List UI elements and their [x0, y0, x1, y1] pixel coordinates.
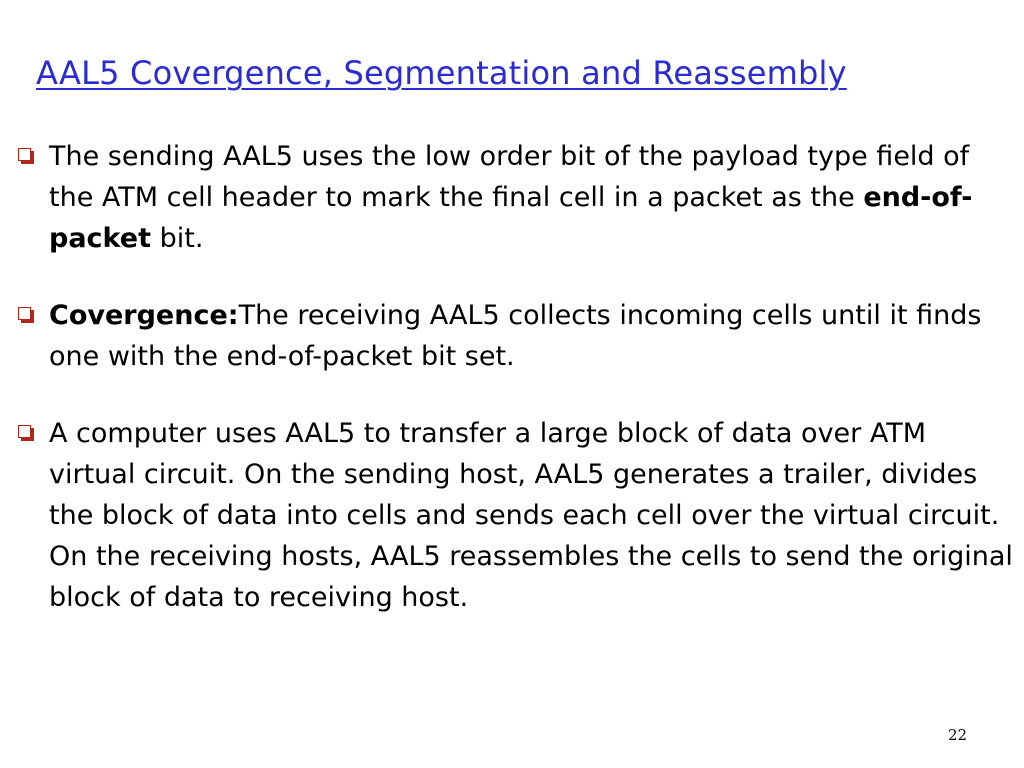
bullet-item-aal5-transfer	[14, 413, 1014, 618]
page-number: 22	[948, 726, 968, 744]
bullet-bold-term: Covergence:	[49, 300, 239, 331]
square-bullet-icon	[18, 425, 31, 438]
bullet-list	[14, 136, 1014, 654]
slide-title: AAL5 Covergence, Segmentation and Reassembly	[36, 54, 847, 92]
square-bullet-icon	[18, 148, 31, 161]
bullet-text: A computer uses AAL5 to transfer a large block of data over ATM virtual circuit. On the sending host, AAL5 generates a trailer, divides the block of data into cells and sends each cell over the virtual circuit. On the receiving hosts, AAL5 reassembles the cells to send the original block of data to receiving host.	[49, 418, 1013, 613]
bullet-text-start: The sending AAL5 uses the low order bit of the payload type field of the ATM cell header to mark the final cell in a packet as the	[49, 141, 970, 213]
bullet-text	[49, 300, 981, 372]
bullet-item-end-of-packet	[14, 136, 1014, 259]
bullet-bold-term: end-of-packet	[49, 182, 973, 254]
bullet-text	[49, 141, 972, 254]
bullet-item-convergence	[14, 295, 1014, 377]
square-bullet-icon	[18, 307, 31, 320]
bullet-text-end: bit.	[151, 223, 204, 254]
bullet-text-end: The receiving AAL5 collects incoming cells until it finds one with the end-of-packet bit set.	[49, 300, 982, 372]
